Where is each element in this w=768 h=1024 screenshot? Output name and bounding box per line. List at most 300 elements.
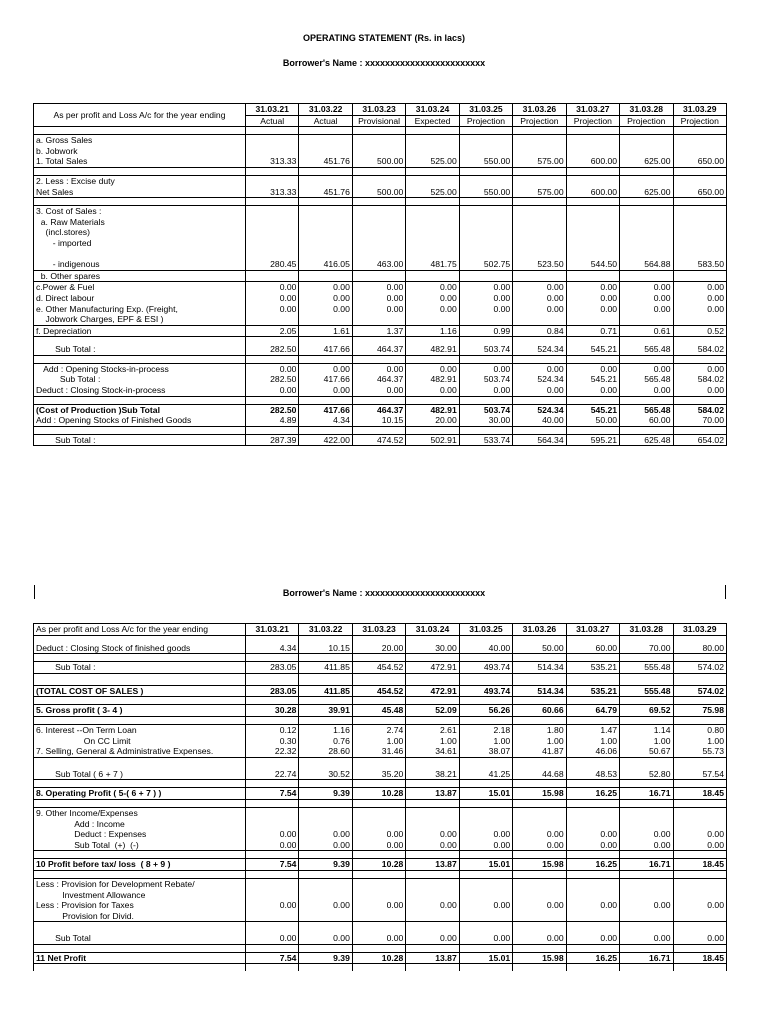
row-label [34,757,246,769]
cell-value: 0.00 [352,282,405,293]
cell-value [352,851,405,859]
cell-value: 4.34 [246,643,299,654]
cell-value: 411.85 [299,662,352,674]
year-header: 31.03.24 [406,104,459,116]
cell-value: 0.00 [406,282,459,293]
row-label: 8. Operating Profit ( 5-( 6 + 7 ) ) [34,788,246,800]
cell-value: 0.00 [352,293,405,304]
cell-value [513,249,566,260]
cell-value: 2.74 [352,724,405,735]
cell-value [513,355,566,363]
table-row [34,799,727,807]
cell-value: 52.09 [406,705,459,717]
cell-value [513,337,566,345]
cell-value: 0.00 [299,385,352,396]
table-row [34,635,727,643]
table-row [34,374,727,385]
cell-value: 4.34 [299,415,352,426]
cell-value [673,673,727,685]
cell-value [352,206,405,217]
cell-value [246,426,299,434]
cell-value: 57.54 [673,769,727,780]
cell-value: 30.52 [299,769,352,780]
row-label [34,198,246,206]
cell-value: 0.12 [246,724,299,735]
year-header: 31.03.25 [459,624,512,636]
cell-value: 417.66 [299,344,352,355]
cell-value: 584.02 [673,404,727,415]
cell-value [352,757,405,769]
cell-value [459,146,512,157]
cell-value [299,807,352,818]
cell-value: 0.00 [620,385,673,396]
row-label: Sub Total ( 6 + 7 ) [34,769,246,780]
table-row [34,238,727,249]
cell-value: 80.00 [673,643,727,654]
row-label [34,167,246,175]
cell-value [299,127,352,135]
cell-value [673,167,727,175]
cell-value [459,198,512,206]
row-label: Add : Opening Stocks-in-process [34,363,246,374]
table-row [34,206,727,217]
cell-value [352,911,405,922]
table-row [34,922,727,934]
cell-value: 502.91 [406,434,459,446]
cell-value: 31.46 [352,746,405,757]
cell-value: 454.52 [352,662,405,674]
cell-value: 1.00 [406,736,459,747]
cell-value [673,870,727,878]
cell-value [513,878,566,889]
table-row [34,685,727,697]
cell-value: 583.50 [673,259,727,270]
cell-value: 0.00 [352,900,405,911]
cell-value [566,135,619,146]
cell-value [566,127,619,135]
cell-value [673,697,727,705]
table-row [34,933,727,944]
table-row [34,259,727,270]
cell-value [566,227,619,238]
table-row [34,840,727,851]
cell-value [513,146,566,157]
table-row [34,757,727,769]
cell-value [246,697,299,705]
row-label: d. Direct labour [34,293,246,304]
year-header: 31.03.23 [352,104,405,116]
cell-value [352,697,405,705]
row-label: Less : Provision for Taxes [34,900,246,911]
cell-value: 0.00 [513,304,566,315]
cell-value [620,890,673,901]
cell-value: 60.66 [513,705,566,717]
cell-value [459,167,512,175]
row-label [34,355,246,363]
cell-value [513,716,566,724]
cell-value: 0.00 [406,304,459,315]
cell-value: 50.67 [620,746,673,757]
cell-value [620,337,673,345]
cell-value: 500.00 [352,187,405,198]
table-row [34,807,727,818]
cell-value: 30.00 [459,415,512,426]
cell-value: 282.50 [246,404,299,415]
table-row [34,314,727,325]
table-row [34,146,727,157]
cell-value: 625.00 [620,187,673,198]
cell-value [673,911,727,922]
cell-value [513,654,566,662]
cell-value: 0.00 [459,282,512,293]
cell-value: 0.00 [406,363,459,374]
cell-value [566,198,619,206]
cell-value [673,355,727,363]
cell-value: 503.74 [459,344,512,355]
cell-value [459,238,512,249]
cell-value: 1.47 [566,724,619,735]
cell-value: 535.21 [566,685,619,697]
cell-value: 52.80 [620,769,673,780]
cell-value [459,217,512,228]
year-header: 31.03.23 [352,624,405,636]
cell-value [459,127,512,135]
cell-value: 502.75 [459,259,512,270]
cell-value [246,167,299,175]
cell-value: 0.00 [299,933,352,944]
cell-value: 13.87 [406,788,459,800]
row-label: 7. Selling, General & Administrative Expenses. [34,746,246,757]
cell-value: 16.71 [620,859,673,871]
cell-value: 0.00 [566,933,619,944]
cell-value: 0.00 [620,829,673,840]
cell-value: 451.76 [299,187,352,198]
cell-value [299,780,352,788]
cell-value [352,227,405,238]
cell-value [513,922,566,934]
cell-value [299,819,352,830]
year-type-header: Actual [299,115,352,127]
cell-value: 474.52 [352,434,405,446]
cell-value: 69.52 [620,705,673,717]
cell-value: 564.34 [513,434,566,446]
year-header: 31.03.26 [513,624,566,636]
cell-value [459,819,512,830]
cell-value [406,355,459,363]
cell-value: 417.66 [299,374,352,385]
row-label [34,944,246,952]
cell-value [406,878,459,889]
cell-value: 0.00 [673,933,727,944]
cell-value [352,890,405,901]
cell-value: 50.00 [566,415,619,426]
cell-value: 0.00 [513,385,566,396]
cell-value [299,911,352,922]
cell-value: 0.00 [246,363,299,374]
cell-value [406,799,459,807]
cell-value: 0.00 [459,363,512,374]
table-header-label: As per profit and Loss A/c for the year ending [34,104,246,127]
cell-value [566,337,619,345]
cell-value [620,851,673,859]
cell-value [299,878,352,889]
cell-value: 1.16 [406,325,459,337]
cell-value [406,922,459,934]
cell-value [406,807,459,818]
cell-value: 0.00 [513,363,566,374]
cell-value [352,799,405,807]
cell-value: 524.34 [513,374,566,385]
year-type-header: Projection [673,115,727,127]
row-label [34,799,246,807]
cell-value: 0.00 [299,363,352,374]
cell-value [246,314,299,325]
cell-value [246,964,299,972]
cell-value [513,911,566,922]
row-label: b. Other spares [34,270,246,282]
year-type-header: Projection [513,115,566,127]
table-row [34,396,727,404]
year-type-header: Provisional [352,115,405,127]
cell-value [406,206,459,217]
borrower-name: Borrower's Name : xxxxxxxxxxxxxxxxxxxxxxxx [282,58,486,68]
cell-value: 625.48 [620,434,673,446]
cell-value [513,175,566,186]
row-label: - indigenous [34,259,246,270]
cell-value [352,819,405,830]
cell-value [406,716,459,724]
cell-value [246,238,299,249]
row-label: 6. Interest --On Term Loan [34,724,246,735]
cell-value: 545.21 [566,374,619,385]
cell-value: 0.00 [673,282,727,293]
cell-value: 1.61 [299,325,352,337]
year-type-header: Expected [406,115,459,127]
cell-value [299,944,352,952]
cell-value: 1.16 [299,724,352,735]
cell-value: 503.74 [459,404,512,415]
cell-value: 0.00 [673,363,727,374]
cell-value: 0.00 [246,304,299,315]
cell-value [513,238,566,249]
cell-value [620,673,673,685]
cell-value: 555.48 [620,685,673,697]
cell-value: 282.50 [246,374,299,385]
cell-value [246,911,299,922]
cell-value: 482.91 [406,344,459,355]
cell-value: 0.00 [566,293,619,304]
cell-value [299,870,352,878]
cell-value: 464.37 [352,374,405,385]
cell-value: 38.07 [459,746,512,757]
cell-value: 493.74 [459,662,512,674]
cell-value: 1.00 [352,736,405,747]
cell-value [246,175,299,186]
cell-value: 283.05 [246,662,299,674]
cell-value: 0.00 [459,933,512,944]
table-row [34,344,727,355]
row-label: Sub Total : [34,662,246,674]
cell-value: 10.28 [352,788,405,800]
cell-value [299,206,352,217]
cell-value: 2.18 [459,724,512,735]
year-type-header: Projection [620,115,673,127]
cell-value [299,175,352,186]
table-row [34,859,727,871]
cell-value [566,355,619,363]
row-label: - imported [34,238,246,249]
row-label [34,396,246,404]
cell-value [406,270,459,282]
cell-value: 0.71 [566,325,619,337]
cell-value [299,135,352,146]
table-row [34,227,727,238]
cell-value: 30.28 [246,705,299,717]
cell-value: 0.00 [459,900,512,911]
year-header: 31.03.27 [566,624,619,636]
cell-value [352,167,405,175]
row-label [34,922,246,934]
cell-value [299,757,352,769]
cell-value [459,135,512,146]
cell-value [673,227,727,238]
cell-value [620,944,673,952]
cell-value: 15.01 [459,859,512,871]
cell-value [459,878,512,889]
table-row [34,697,727,705]
cell-value [513,819,566,830]
cell-value: 0.00 [299,829,352,840]
cell-value [299,851,352,859]
cell-value [352,270,405,282]
row-label: 1. Total Sales [34,156,246,167]
cell-value: 0.00 [513,829,566,840]
cell-value [620,922,673,934]
cell-value [513,426,566,434]
cell-value: 7.54 [246,788,299,800]
row-label: f. Depreciation [34,325,246,337]
cell-value [673,944,727,952]
table-row [34,167,727,175]
cell-value [299,654,352,662]
table-row [34,217,727,228]
cell-value [246,127,299,135]
cell-value: 0.00 [459,293,512,304]
table-row [34,819,727,830]
table-row [34,282,727,293]
cell-value [352,426,405,434]
year-type-header: Projection [566,115,619,127]
row-label [34,654,246,662]
year-header: 31.03.22 [299,104,352,116]
cell-value [620,167,673,175]
cell-value [459,314,512,325]
year-header: 31.03.28 [620,624,673,636]
cell-value [566,270,619,282]
row-label: 3. Cost of Sales : [34,206,246,217]
table-row [34,705,727,717]
table-row [34,337,727,345]
cell-value [673,426,727,434]
cell-value [673,135,727,146]
cell-value [352,635,405,643]
cell-value: 0.00 [246,282,299,293]
cell-value [513,206,566,217]
cell-value [566,635,619,643]
cell-value: 0.00 [673,293,727,304]
cell-value [673,964,727,972]
cell-value: 584.02 [673,344,727,355]
cell-value: 10.15 [352,415,405,426]
cell-value: 0.00 [352,840,405,851]
cell-value [246,673,299,685]
cell-value: 0.00 [299,304,352,315]
cell-value [406,654,459,662]
cell-value [620,146,673,157]
cell-value: 0.00 [352,385,405,396]
cell-value: 0.00 [352,829,405,840]
table-row [34,385,727,396]
cell-value [459,964,512,972]
cell-value [299,227,352,238]
cell-value [406,238,459,249]
row-label [34,964,246,972]
cell-value: 482.91 [406,404,459,415]
row-label [34,716,246,724]
cell-value [459,227,512,238]
year-header: 31.03.24 [406,624,459,636]
cell-value: 0.00 [620,293,673,304]
cell-value: 0.00 [352,933,405,944]
cell-value [566,673,619,685]
cell-value: 35.20 [352,769,405,780]
cell-value: 10.28 [352,859,405,871]
cell-value: 625.00 [620,156,673,167]
cell-value [459,355,512,363]
cell-value: 0.00 [406,840,459,851]
cell-value [673,922,727,934]
cell-value [352,964,405,972]
cell-value [459,716,512,724]
cell-value [459,890,512,901]
cell-value [459,799,512,807]
cell-value: 600.00 [566,187,619,198]
cell-value [673,270,727,282]
cell-value: 0.00 [513,282,566,293]
cell-value [566,878,619,889]
cell-value: 15.01 [459,952,512,964]
borrower-name-2: Borrower's Name : xxxxxxxxxxxxxxxxxxxxxxxx [282,588,486,598]
cell-value [459,426,512,434]
cell-value [246,807,299,818]
cell-value [352,314,405,325]
cell-value [620,807,673,818]
row-label [34,870,246,878]
cell-value [673,799,727,807]
row-label: On CC Limit [34,736,246,747]
cell-value [299,238,352,249]
cell-value: 0.00 [246,829,299,840]
cell-value: 514.34 [513,685,566,697]
cell-value [299,673,352,685]
cell-value: 411.85 [299,685,352,697]
cell-value [352,807,405,818]
cell-value [352,944,405,952]
cell-value [620,355,673,363]
cell-value: 0.00 [246,293,299,304]
cell-value [246,654,299,662]
cell-value [566,654,619,662]
